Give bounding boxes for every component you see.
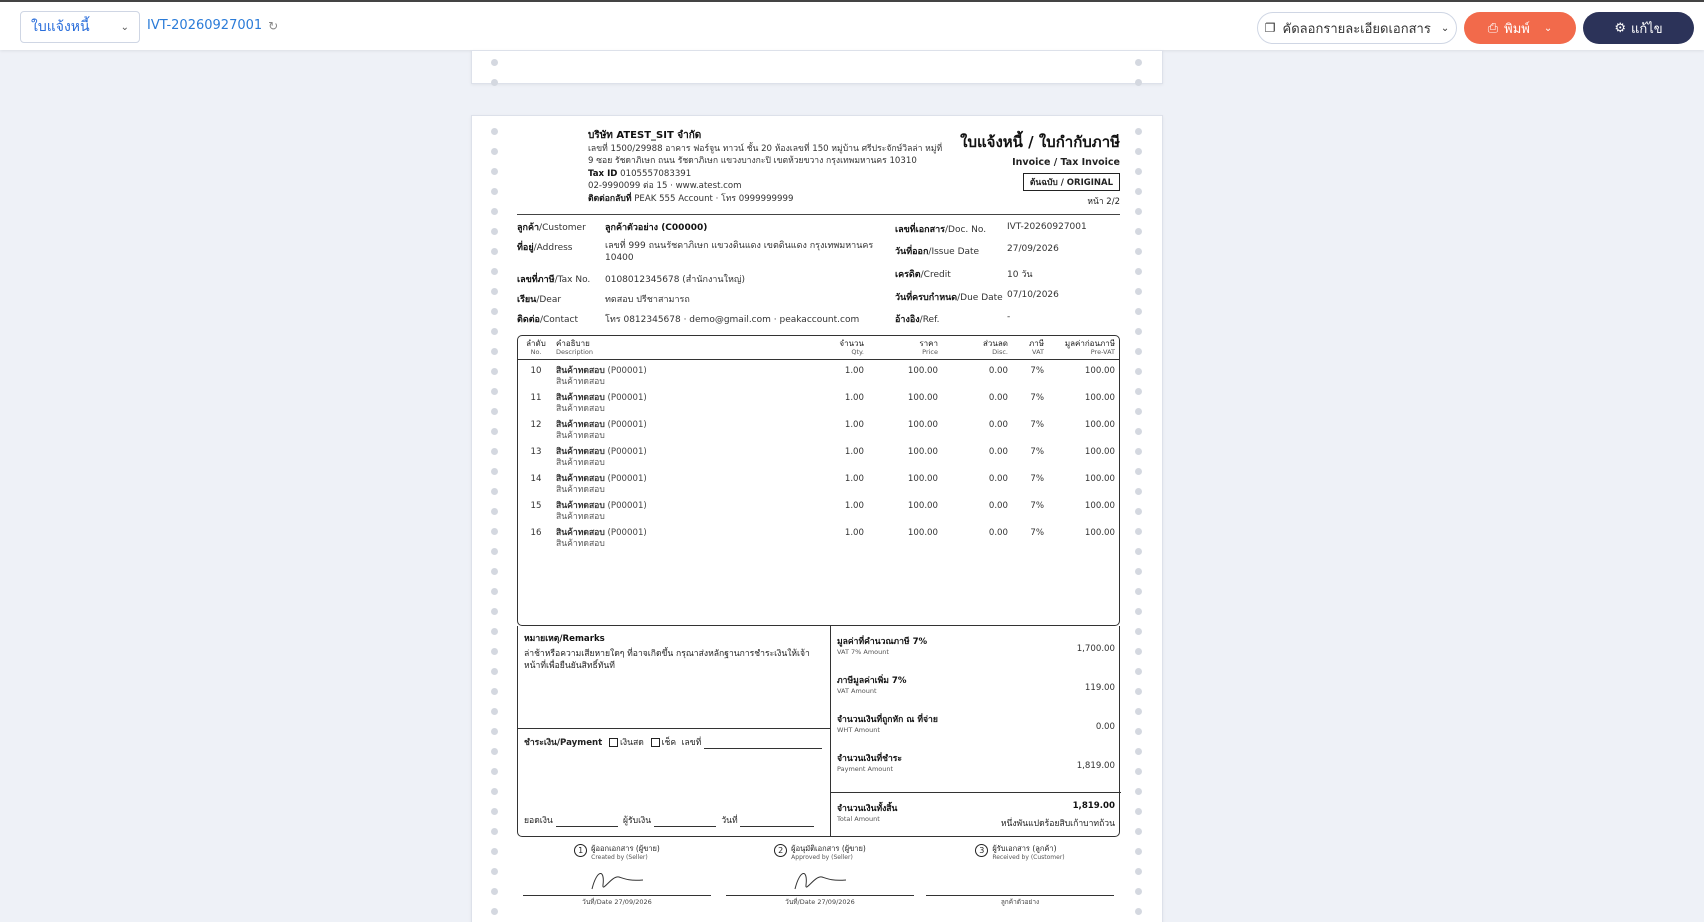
perforation-hole — [491, 168, 498, 175]
cell-no: 12 — [530, 420, 542, 430]
ref-row — [895, 312, 1010, 326]
perforation-hole — [1135, 908, 1142, 915]
signature-scribble — [790, 867, 850, 895]
table-row — [518, 528, 1119, 555]
perforation-hole — [1135, 228, 1142, 235]
perforation-hole — [491, 808, 498, 815]
copy-details-button[interactable] — [1257, 12, 1457, 44]
col-discount: ส่วนลด Disc. — [983, 339, 1008, 356]
company-info — [588, 130, 958, 205]
cell-description: สินค้าทดสอบ (P00001) สินค้าทดสอบ — [556, 420, 647, 441]
docno-label: เลขที่เอกสาร/Doc. No. — [895, 225, 987, 235]
perforation-right — [1135, 128, 1143, 922]
perforation-hole — [491, 148, 498, 155]
cell-no: 14 — [530, 474, 542, 484]
perforation-hole — [1135, 588, 1142, 595]
perforation-hole — [1135, 668, 1142, 675]
cell-no: 15 — [530, 501, 542, 511]
due-label: วันที่ครบกำหนด/Due Date — [895, 293, 1003, 303]
chevron-down-icon: ⌄ — [1543, 22, 1553, 34]
company-name: บริษัท ATEST_SIT จำกัด — [588, 130, 702, 141]
signature-creator: 1 ผู้ออกเอกสาร (ผู้ขาย) Created by (Seller) วันที่/Date 27/09/2026 — [517, 844, 717, 907]
summary-wht-value: 0.00 — [1095, 722, 1115, 732]
perforation-right — [1135, 59, 1143, 83]
perforation-hole — [491, 828, 498, 835]
perforation-hole — [491, 908, 498, 915]
due-row — [895, 290, 1059, 304]
cell-discount: 0.00 — [988, 447, 1008, 457]
chevron-down-icon: ⌄ — [120, 21, 129, 33]
perforation-hole — [1135, 188, 1142, 195]
summary-vatable-value: 1,700.00 — [1076, 644, 1115, 654]
cell-discount: 0.00 — [988, 501, 1008, 511]
copy-details-label: คัดลอกรายละเอียดเอกสาร — [1282, 21, 1431, 37]
print-button[interactable] — [1464, 12, 1576, 44]
cell-discount: 0.00 — [988, 366, 1008, 376]
perforation-hole — [1135, 488, 1142, 495]
perforation-hole — [1135, 528, 1142, 535]
dear-row — [517, 292, 690, 306]
perforation-hole — [491, 568, 498, 575]
perforation-hole — [1135, 248, 1142, 255]
col-vat: ภาษี VAT — [1028, 339, 1044, 356]
table-header — [518, 336, 1119, 360]
cell-qty: 1.00 — [844, 393, 864, 403]
payment-title: ชำระเงิน/Payment — [524, 738, 603, 748]
cell-no: 11 — [530, 393, 542, 403]
perforation-hole — [1135, 468, 1142, 475]
cell-vat: 7% — [1030, 366, 1044, 376]
company-phone: 02-9990099 ต่อ 15 · www.atest.com — [588, 181, 742, 191]
perforation-hole — [1135, 208, 1142, 215]
cell-price: 100.00 — [907, 528, 938, 538]
invoice-page — [471, 115, 1163, 922]
perforation-hole — [1135, 848, 1142, 855]
address-row — [517, 240, 873, 264]
refresh-icon[interactable]: ↻ — [268, 18, 279, 33]
perforation-hole — [1135, 368, 1142, 375]
cell-qty: 1.00 — [844, 528, 864, 538]
perforation-hole — [491, 59, 498, 66]
summary-wht: จำนวนเงินที่ถูกหัก ณ ที่จ่าย WHT Amount 0.00 — [837, 715, 1115, 734]
perforation-hole — [1135, 808, 1142, 815]
company-contact-row — [588, 193, 958, 206]
amount-line — [556, 818, 618, 827]
perforation-hole — [1135, 408, 1142, 415]
perforation-hole — [1135, 828, 1142, 835]
perforation-hole — [491, 368, 498, 375]
perforation-hole — [1135, 328, 1142, 335]
cell-discount: 0.00 — [988, 528, 1008, 538]
document-title-th: ใบแจ้งหนี้ / ใบกำกับภาษี — [960, 133, 1120, 151]
doc-number-text: IVT-20260927001 — [147, 18, 263, 33]
perforation-hole — [491, 608, 498, 615]
cell-discount: 0.00 — [988, 393, 1008, 403]
cell-price: 100.00 — [907, 474, 938, 484]
remarks-line1: ล่าช้าหรือความเสียหายใดๆ ที่อาจเกิดขึ้น กรุณาส่งหลักฐานการชำระเงินให้เจ้า — [524, 649, 810, 659]
summary-vat: ภาษีมูลค่าเพิ่ม 7% VAT Amount 119.00 — [837, 676, 1115, 695]
cell-amount: 100.00 — [1084, 366, 1115, 376]
cell-no: 16 — [530, 528, 542, 538]
cell-amount: 100.00 — [1084, 501, 1115, 511]
perforation-hole — [1135, 748, 1142, 755]
payer-label: ผู้รับเงิน — [623, 816, 652, 826]
perforation-hole — [1135, 628, 1142, 635]
perforation-hole — [491, 388, 498, 395]
credit-label: เครดิต/Credit — [895, 270, 951, 280]
company-tax-id: 0105557083391 — [620, 168, 692, 179]
customer-label: ลูกค้า/Customer — [517, 223, 586, 233]
dear-label: เรียน/Dear — [517, 295, 562, 305]
perforation-hole — [491, 328, 498, 335]
signature-scribble — [587, 867, 647, 895]
cell-vat: 7% — [1030, 420, 1044, 430]
perforation-hole — [491, 688, 498, 695]
dear-value: ทดสอบ ปรีชาสามารถ — [605, 295, 690, 305]
perforation-hole — [491, 448, 498, 455]
document-title — [960, 130, 1120, 208]
cell-description: สินค้าทดสอบ (P00001) สินค้าทดสอบ — [556, 366, 647, 387]
perforation-hole — [491, 488, 498, 495]
tax-row — [517, 272, 745, 286]
customer-row — [517, 220, 707, 234]
perforation-hole — [1135, 708, 1142, 715]
perforation-hole — [491, 588, 498, 595]
date-line — [740, 818, 814, 827]
perforation-hole — [491, 528, 498, 535]
cell-price: 100.00 — [907, 420, 938, 430]
date-label: วันที่ — [721, 816, 738, 826]
top-toolbar — [0, 0, 1704, 50]
credit-value: 10 วัน — [1007, 270, 1033, 280]
table-row — [518, 501, 1119, 528]
perforation-hole — [1135, 608, 1142, 615]
col-price: ราคา Price — [919, 339, 938, 356]
perforation-hole — [491, 288, 498, 295]
issue-value: 27/09/2026 — [1007, 244, 1059, 254]
cell-vat: 7% — [1030, 501, 1044, 511]
perforation-hole — [1135, 148, 1142, 155]
remarks-title: หมายเหตุ/Remarks — [524, 634, 605, 644]
summary-payment: จำนวนเงินที่ชำระ Payment Amount 1,819.00 — [837, 754, 1115, 773]
cell-amount: 100.00 — [1084, 447, 1115, 457]
summary-vat-value: 119.00 — [1084, 683, 1115, 693]
cell-qty: 1.00 — [844, 474, 864, 484]
perforation-hole — [491, 668, 498, 675]
perforation-hole — [491, 428, 498, 435]
perforation-hole — [491, 208, 498, 215]
perforation-hole — [491, 348, 498, 355]
perforation-hole — [1135, 288, 1142, 295]
cell-description: สินค้าทดสอบ (P00001) สินค้าทดสอบ — [556, 528, 647, 549]
address-label: ที่อยู่/Address — [517, 243, 573, 253]
cell-no: 13 — [530, 447, 542, 457]
header-divider — [517, 214, 1120, 215]
contact-row — [517, 312, 859, 326]
perforation-hole — [491, 868, 498, 875]
perforation-hole — [491, 268, 498, 275]
perforation-hole — [491, 648, 498, 655]
summary-payment-value: 1,819.00 — [1076, 761, 1115, 771]
cell-discount: 0.00 — [988, 474, 1008, 484]
contact-value: โทร 0812345678 · demo@gmail.com · peakaccount.com — [605, 315, 860, 325]
signature-approver: 2 ผู้อนุมัติเอกสาร (ผู้ขาย) Approved by (Seller) วันที่/Date 27/09/2026 — [720, 844, 920, 907]
gear-icon: ⚙ — [1614, 20, 1626, 36]
perforation-hole — [1135, 128, 1142, 135]
perforation-hole — [1135, 888, 1142, 895]
perforation-hole — [1135, 508, 1142, 515]
col-no: ลำดับ No. — [526, 339, 546, 356]
perforation-hole — [1135, 868, 1142, 875]
perforation-hole — [1135, 388, 1142, 395]
cell-vat: 7% — [1030, 447, 1044, 457]
tax-label: เลขที่ภาษี/Tax No. — [517, 275, 591, 285]
copy-icon: ❐ — [1264, 21, 1276, 35]
amount-label: ยอดเงิน — [524, 816, 553, 826]
contact-label: ติดต่อ/Contact — [517, 315, 579, 325]
perforation-left — [491, 59, 499, 83]
signature-blank — [920, 867, 1120, 895]
cheque-label: เช็ค — [661, 738, 677, 748]
perforation-hole — [1135, 788, 1142, 795]
total-in-words: หนึ่งพันแปดร้อยสิบเก้าบาทถ้วน — [1000, 819, 1115, 829]
remarks-line2: หน้าที่เพื่อยืนยันสิทธิ์ทันที — [524, 661, 615, 671]
docno-value: IVT-20260927001 — [1007, 222, 1087, 232]
perforation-hole — [1135, 308, 1142, 315]
cell-amount: 100.00 — [1084, 420, 1115, 430]
company-address-line2: 9 ซอย รัชดาภิเษก ถนน รัชดาภิเษก แขวงบางกะปิ เขตห้วยขวาง กรุงเทพมหานคร 10310 — [588, 156, 917, 166]
cash-checkbox[interactable] — [609, 738, 618, 747]
cell-vat: 7% — [1030, 393, 1044, 403]
items-table — [517, 335, 1120, 626]
perforation-hole — [491, 628, 498, 635]
table-row — [518, 447, 1119, 474]
cell-qty: 1.00 — [844, 366, 864, 376]
printer-icon: ⎙ — [1487, 20, 1499, 36]
perforation-hole — [1135, 348, 1142, 355]
summary-vatable: มูลค่าที่คำนวณภาษี 7% VAT 7% Amount 1,700.00 — [837, 637, 1115, 656]
perforation-hole — [491, 408, 498, 415]
cell-vat: 7% — [1030, 528, 1044, 538]
original-badge: ต้นฉบับ / ORIGINAL — [1023, 173, 1120, 191]
perforation-hole — [491, 248, 498, 255]
col-pre-vat: มูลค่าก่อนภาษี Pre-VAT — [1064, 339, 1115, 356]
summary-total: จำนวนเงินทั้งสิ้น Total Amount 1,819.00 หนึ่งพันแปดร้อยสิบเก้าบาทถ้วน — [831, 792, 1121, 837]
signature-image — [720, 867, 920, 895]
perforation-hole — [1135, 688, 1142, 695]
cell-price: 100.00 — [907, 393, 938, 403]
doc-type-select[interactable] — [20, 11, 140, 43]
customer-value: ลูกค้าตัวอย่าง (C00000) — [605, 223, 708, 233]
perforation-hole — [491, 888, 498, 895]
summary-total-value: 1,819.00 — [1072, 801, 1115, 811]
company-address-line1: เลขที่ 1500/29988 อาคาร ฟอร์จูน ทาวน์ ชั้น 20 ห้องเลขที่ 150 หมู่บ้าน ศรีประจักษ์วิลล่า หมู่ที่ — [588, 143, 943, 154]
summary-section — [517, 626, 1120, 837]
perforation-hole — [491, 128, 498, 135]
cell-description: สินค้าทดสอบ (P00001) สินค้าทดสอบ — [556, 474, 647, 495]
perforation-hole — [491, 848, 498, 855]
perforation-hole — [491, 548, 498, 555]
payment-box — [518, 729, 831, 837]
cheque-checkbox[interactable] — [651, 738, 660, 747]
table-row — [518, 393, 1119, 420]
company-tax-row — [588, 168, 958, 181]
perforation-hole — [1135, 79, 1142, 86]
address-value: เลขที่ 999 ถนนรัชดาภิเษก แขวงดินแดง เขตดินแดง กรุงเทพมหานคร 10400 — [605, 241, 874, 263]
doc-type-select-value: ใบแจ้งหนี้ — [31, 19, 90, 35]
cash-label: เงินสด — [619, 738, 644, 748]
table-row — [518, 474, 1119, 501]
cell-discount: 0.00 — [988, 420, 1008, 430]
perforation-hole — [1135, 268, 1142, 275]
cell-price: 100.00 — [907, 501, 938, 511]
issue-row — [895, 244, 1059, 258]
docno-row — [895, 222, 1087, 236]
doc-number — [147, 18, 278, 33]
company-tax-label: Tax ID — [588, 168, 618, 179]
perforation-hole — [1135, 59, 1142, 66]
table-row — [518, 366, 1119, 393]
cell-description: สินค้าทดสอบ (P00001) สินค้าทดสอบ — [556, 447, 647, 468]
perforation-hole — [1135, 568, 1142, 575]
perforation-hole — [491, 308, 498, 315]
cheque-number-line — [704, 740, 822, 749]
ref-label: อ้างอิง/Ref. — [895, 315, 940, 325]
perforation-hole — [491, 788, 498, 795]
chevron-down-icon: ⌄ — [1440, 22, 1450, 34]
cell-qty: 1.00 — [844, 447, 864, 457]
col-qty: จำนวน Qty. — [839, 339, 864, 356]
signature-receiver: 3 ผู้รับเอกสาร (ลูกค้า) Received by (Customer) ลูกค้าตัวอย่าง — [920, 844, 1120, 907]
signature-image — [517, 867, 717, 895]
perforation-hole — [491, 508, 498, 515]
page-number: หน้า 2/2 — [1087, 197, 1120, 207]
table-row — [518, 420, 1119, 447]
print-label: พิมพ์ — [1504, 21, 1530, 37]
issue-label: วันที่ออก/Issue Date — [895, 247, 980, 257]
due-value: 07/10/2026 — [1007, 290, 1059, 300]
cheque-number-label: เลขที่ — [681, 738, 702, 748]
perforation-hole — [491, 228, 498, 235]
perforation-hole — [1135, 728, 1142, 735]
cell-qty: 1.00 — [844, 501, 864, 511]
perforation-hole — [1135, 428, 1142, 435]
perforation-hole — [491, 748, 498, 755]
cell-price: 100.00 — [907, 366, 938, 376]
perforation-hole — [1135, 448, 1142, 455]
cell-price: 100.00 — [907, 447, 938, 457]
perforation-hole — [1135, 648, 1142, 655]
credit-row — [895, 267, 1033, 281]
totals-box — [831, 626, 1121, 837]
col-description: คำอธิบาย Description — [556, 339, 594, 356]
perforation-hole — [491, 708, 498, 715]
cell-amount: 100.00 — [1084, 528, 1115, 538]
perforation-hole — [491, 468, 498, 475]
tax-value: 0108012345678 (สำนักงานใหญ่) — [605, 275, 746, 285]
company-contact: PEAK 555 Account · โทร 0999999999 — [634, 193, 794, 204]
cell-qty: 1.00 — [844, 420, 864, 430]
cell-description: สินค้าทดสอบ (P00001) สินค้าทดสอบ — [556, 501, 647, 522]
company-contact-label: ติดต่อกลับที่ — [588, 193, 632, 204]
payment-signature-row — [524, 813, 814, 827]
perforation-hole — [1135, 548, 1142, 555]
perforation-hole — [491, 188, 498, 195]
payment-methods — [524, 735, 824, 749]
payer-line — [654, 818, 716, 827]
perforation-hole — [491, 728, 498, 735]
perforation-left — [491, 128, 499, 922]
cell-no: 10 — [530, 366, 542, 376]
edit-button[interactable] — [1583, 12, 1694, 44]
document-title-en: Invoice / Tax Invoice — [1012, 157, 1120, 168]
perforation-hole — [491, 768, 498, 775]
cell-description: สินค้าทดสอบ (P00001) สินค้าทดสอบ — [556, 393, 647, 414]
perforation-hole — [491, 79, 498, 86]
perforation-hole — [1135, 168, 1142, 175]
previous-page — [471, 50, 1163, 84]
cell-amount: 100.00 — [1084, 474, 1115, 484]
remarks-box — [518, 626, 831, 729]
edit-label: แก้ไข — [1630, 21, 1663, 37]
cell-amount: 100.00 — [1084, 393, 1115, 403]
ref-value: - — [1007, 312, 1011, 322]
cell-vat: 7% — [1030, 474, 1044, 484]
perforation-hole — [1135, 768, 1142, 775]
